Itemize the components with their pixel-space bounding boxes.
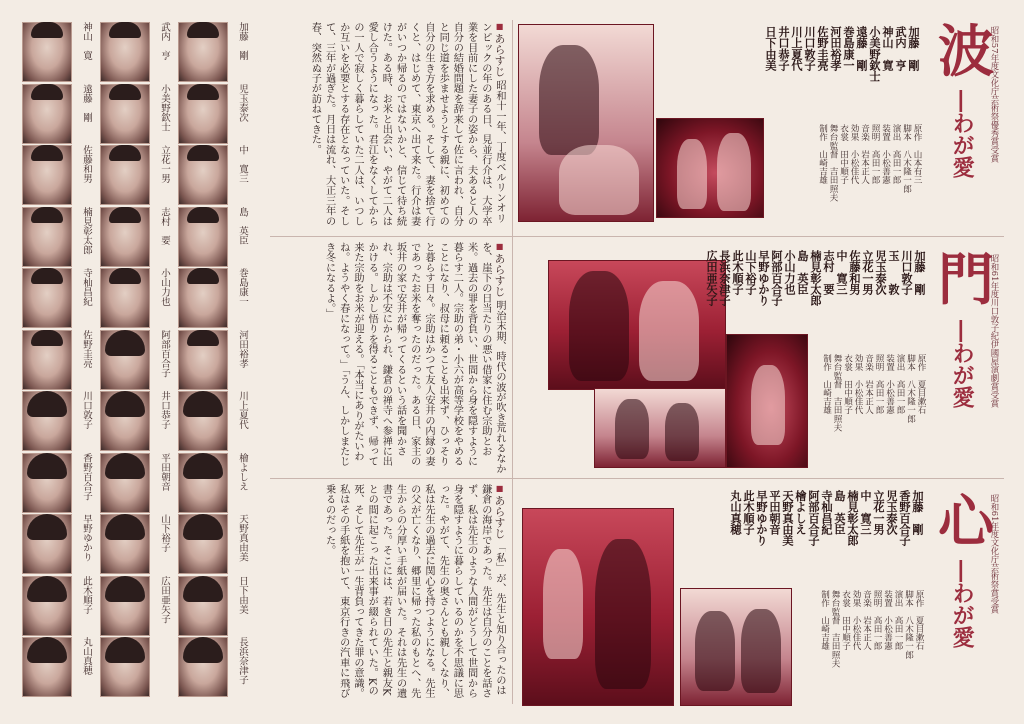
portrait-photo (100, 453, 150, 513)
cast-list-kokoro (729, 490, 925, 586)
cast-portrait (20, 330, 97, 391)
cast-portrait (20, 207, 97, 268)
portrait-name: 檜よしえ (237, 452, 248, 491)
staff-credit: 制作 山崎吉雄 (819, 590, 830, 651)
portrait-name: 寺杣昌紀 (81, 268, 92, 306)
staff-credit: 脚本 八木隆一郎 (901, 124, 912, 193)
staff-list-mon (808, 354, 926, 450)
portrait-photo (178, 453, 228, 513)
cast-portrait (176, 391, 253, 452)
cast-name: 阿部百合子 (770, 250, 784, 306)
cast-portrait (98, 22, 175, 83)
synopsis-text: 「私」が、先生と知り合ったのは鎌倉の海岸であった。先生は自分のことを話さず、私は先生のような人間がどうして世間から身を隠すように暮らしているのかを不思議に思った。やがて、先生の奥さんとも親しくなり、私は先生の過去に関心を持つようになる。先生の父が亡くなり、郷里に帰った私のもとへ、先生からの分厚い手紙が届いた。それは先生の遺書であった。そこには、若き日の先生と親友Kとの間に起こった出来事が綴られていた。Kの死、そして先生が一生背負ってきた罪の意識。私はその手紙を抱いて、東京行きの汽車に飛び乗るのだった。 (323, 484, 505, 699)
staff-credit: 舞台監督 吉田照夫 (828, 124, 838, 202)
portrait-name: 広田亜矢子 (159, 575, 170, 623)
staff-credit: 演出 高田一郎 (891, 124, 901, 185)
cast-portrait (98, 145, 175, 206)
staff-credit: 舞台監督 吉田照夫 (832, 354, 842, 432)
portrait-name: 井口恭子 (159, 391, 170, 429)
cast-name: 寺杣昌紀 (820, 490, 834, 535)
portrait-photo (100, 391, 150, 451)
portrait-photo (22, 514, 72, 574)
stage-photo (726, 334, 808, 468)
portrait-name: 小山力也 (159, 268, 170, 306)
section-divider-1 (512, 236, 1004, 237)
award-nami: 昭和57年度文化庁芸術祭優秀賞受賞 (990, 26, 1000, 163)
portrait-name: 島 英臣 (237, 206, 248, 245)
cast-name: 加藤 剛 (913, 250, 927, 295)
synopsis-divider-1 (270, 236, 512, 237)
cast-list-mon (705, 250, 927, 352)
portrait-photo (22, 22, 72, 82)
staff-credit: 音楽 岩本正人 (861, 590, 872, 651)
portrait-name: 志村 要 (159, 206, 170, 245)
portrait-name: 小美野欽士 (159, 83, 170, 131)
synopsis-block-2 (270, 242, 506, 474)
staff-credit: 制作 山崎吉雄 (817, 124, 828, 185)
synopsis-heading: ■ あらすじ (493, 22, 506, 77)
portrait-name: 中 寛三 (237, 145, 248, 183)
portrait-photo (22, 391, 72, 451)
staff-credit: 音楽 岩本正人 (859, 124, 870, 185)
portrait-name: 楠見彰太郎 (81, 206, 92, 254)
staff-credit: 装置 小松善憲 (882, 590, 893, 651)
cast-name: 広田亜矢子 (705, 250, 719, 306)
cast-name: 加藤 剛 (911, 490, 925, 535)
award-mon: 昭和61年度川口敦子紀伊國屋演劇賞受賞 (990, 254, 1000, 408)
portrait-name: 巻島康一 (237, 268, 248, 306)
portrait-photo (22, 576, 72, 636)
cast-name: 山下裕子 (744, 250, 758, 295)
portrait-name: 天野真由美 (237, 514, 248, 562)
portrait-photo (178, 22, 228, 82)
cast-name: 立花一男 (861, 250, 875, 295)
cast-name: 早野ゆかり (757, 250, 771, 306)
portrait-photo (178, 576, 228, 636)
cast-name: 小美野欽士 (868, 26, 882, 82)
portrait-photo (100, 145, 150, 205)
staff-credit: 演出 高田一郎 (893, 590, 903, 651)
synopsis-heading: ■ あらすじ (493, 484, 506, 539)
portrait-photo (178, 391, 228, 451)
cast-portrait (20, 22, 97, 83)
staff-credit: 装置 小松善憲 (884, 354, 895, 415)
cast-portrait (20, 514, 97, 575)
stage-photo (548, 260, 726, 390)
portrait-photo (100, 207, 150, 267)
portrait-photo (178, 330, 228, 390)
staff-credit: 衣裳 田中順子 (840, 590, 851, 651)
staff-credit: 原作 山本有三 (912, 124, 922, 185)
portrait-photo (22, 453, 72, 513)
cast-portrait (98, 576, 175, 637)
cast-name: 児玉泰次 (885, 490, 899, 535)
portrait-name: 佐藤和男 (81, 145, 92, 183)
portrait-photo (22, 637, 72, 697)
section-divider-2 (512, 478, 1004, 479)
synopsis-block-3 (270, 484, 506, 700)
cast-portrait (176, 330, 253, 391)
center-divider (512, 20, 513, 704)
cast-portrait (98, 453, 175, 514)
cast-portrait (176, 453, 253, 514)
staff-credit: 脚本 八木隆一郎 (903, 590, 914, 659)
cast-name: 川上夏代 (790, 26, 804, 71)
cast-name: 巻島康一 (842, 26, 856, 71)
cast-name: 平田朝音 (768, 490, 782, 535)
staff-credit: 衣裳 田中順子 (838, 124, 849, 185)
cast-name: 檜よしえ (794, 490, 808, 535)
portrait-name: 早野ゆかり (81, 514, 92, 562)
staff-list-nami (798, 124, 922, 220)
cast-name: 井口恭子 (777, 26, 791, 71)
portrait-photo (178, 514, 228, 574)
cast-portrait (98, 268, 175, 329)
cast-portrait (176, 637, 253, 698)
cast-name: 遠藤 剛 (855, 26, 869, 71)
portrait-name: 児玉泰次 (237, 83, 248, 122)
portrait-name: 川上夏代 (237, 391, 248, 429)
cast-name: 香野百合子 (898, 490, 912, 546)
portrait-name: 山下裕子 (159, 514, 170, 552)
portrait-photo (22, 84, 72, 144)
cast-portrait (20, 576, 97, 637)
award-kokoro: 昭和61年度文化庁芸術祭賞受賞 (990, 494, 1000, 614)
cast-portrait (176, 514, 253, 575)
synopsis-text: 昭和十一年、丁度ベルリンオリンピックの年のある日、見並行介は、大学卒業を目前にした妻子の姿から、夫あると人の自分の結婚問題を辞来して佐に言われ、自分と同じ道を歩ませようとする親に、初めての自分の生き方を求める。そして、妻を捨て行くと、はじめて、東京へ出て来た。行介は妻がいつか帰るのではないかと、信じて待ち続けた。ある時、お米と出会い、やがて二人は愛し合うようになった。君江をなくしてからの一人で寂しく暮らしていた二人は、いつしか互いを必要とする存在となっていた。そして、三年が過ぎた。月日は流れ、大正三年の春、突然ぬ子が訪ねてきた。 (309, 22, 505, 226)
cast-portrait (176, 207, 253, 268)
portrait-photo (22, 145, 72, 205)
cast-name: 中 寛三 (835, 250, 849, 295)
portrait-photo (100, 637, 150, 697)
cast-portrait-grid (20, 22, 252, 700)
cast-portrait (176, 22, 253, 83)
staff-credit: 脚本 八木隆一郎 (905, 354, 916, 423)
cast-portrait (176, 84, 253, 145)
cast-portrait (98, 637, 175, 698)
cast-portrait (98, 84, 175, 145)
staff-credit: 照明 高田一郎 (872, 590, 882, 651)
cast-name: 中 寛三 (859, 490, 873, 535)
cast-name: 立花一男 (872, 490, 886, 535)
stage-photo (518, 24, 654, 222)
portrait-name: 日下由美 (237, 575, 248, 614)
cast-name: 此木順子 (742, 490, 756, 535)
portrait-photo (22, 268, 72, 328)
title-nami: 波 (938, 19, 994, 85)
cast-name: 此木順子 (731, 250, 745, 295)
cast-name: 日下由美 (764, 26, 778, 71)
stage-photo (680, 588, 792, 706)
cast-portrait (20, 453, 97, 514)
portrait-name: 香野百合子 (81, 452, 92, 500)
portrait-photo (100, 330, 150, 390)
staff-credit: 舞台監督 吉田照夫 (830, 590, 840, 668)
synopsis-block-1 (270, 22, 506, 232)
portrait-photo (100, 576, 150, 636)
cast-name: 児玉泰次 (874, 250, 888, 295)
portrait-name: 此木順子 (81, 575, 92, 614)
title-mon: 門 (938, 247, 994, 313)
staff-credit: 衣裳 田中順子 (842, 354, 853, 415)
cast-name: 志村 要 (822, 250, 836, 295)
cast-name: 小山力也 (783, 250, 797, 295)
cast-name: 玉 敦 (887, 250, 901, 295)
cast-portrait (20, 268, 97, 329)
cast-portrait (20, 637, 97, 698)
portrait-name: 平田朝音 (159, 452, 170, 491)
synopsis-heading: ■ あらすじ (493, 242, 506, 297)
portrait-photo (178, 145, 228, 205)
staff-credit: 効果 小松佳代 (849, 124, 859, 185)
cast-name: 丸山真穂 (729, 490, 743, 535)
staff-credit: 効果 小松佳代 (851, 590, 861, 651)
stage-photo (522, 508, 674, 706)
cast-name: 加藤 剛 (907, 26, 921, 71)
portrait-name: 武内 亨 (159, 22, 170, 60)
cast-name: 島 英臣 (796, 250, 810, 295)
subtitle-kokoro: ―わが愛 (949, 560, 976, 648)
title-kokoro: 心 (938, 489, 994, 555)
subtitle-mon: ―わが愛 (949, 320, 976, 408)
portrait-photo (22, 330, 72, 390)
portrait-photo (178, 207, 228, 267)
cast-portrait (98, 514, 175, 575)
portrait-photo (178, 637, 228, 697)
cast-name: 佐野圭亮 (816, 26, 830, 71)
staff-credit: 装置 小松善憲 (880, 124, 891, 185)
cast-portrait (176, 268, 253, 329)
staff-credit: 照明 高田一郎 (870, 124, 880, 185)
portrait-photo (178, 84, 228, 144)
cast-name: 川口敦子 (900, 250, 914, 295)
cast-name: 武内 亨 (894, 26, 908, 71)
cast-portrait (98, 207, 175, 268)
cast-portrait (98, 330, 175, 391)
portrait-name: 神山 寛 (81, 22, 92, 60)
portrait-name: 佐野圭亮 (81, 329, 92, 368)
cast-name: 佐藤和男 (848, 250, 862, 295)
cast-name: 天野真由美 (781, 490, 795, 546)
cast-name: 神山 寛 (881, 26, 895, 71)
portrait-name: 長浜奈津子 (237, 637, 248, 685)
staff-credit: 演出 高田一郎 (895, 354, 905, 415)
stage-photo (594, 388, 726, 468)
stage-photo (656, 118, 764, 218)
cast-name: 河田裕孝 (829, 26, 843, 71)
portrait-photo (100, 514, 150, 574)
staff-credit: 原作 夏目漱石 (914, 590, 924, 651)
synopsis-text: 明治末期、時代の波が吹き荒れるなかを、崖下の日当たりの悪い借家に住む宗助とお米。過去の罪を背負い、世間から身を隠すように暮らす二人。宗助の弟・小六が高等学校をやめることになり、叔母に頼ることも出来ず、ひっそりと暮らす日々。宗助はかつて友人安井の内縁の妻であったお米を奪ったのだった。ある日、家主の坂井の家で安井が帰ってくるという話を聞かされ、宗助は不安にかられ、鎌倉の禅寺へ参禅に出かける。しかし悟りを得ることもできず、帰って来た宗助をお米が迎える。「本当にありがたいわね。ようやく春になって。」「うん、しかしまたじき冬になるよ。」 (323, 242, 505, 474)
cast-portrait (176, 576, 253, 637)
portrait-name: 丸山真穂 (81, 637, 92, 675)
cast-list-nami (764, 26, 921, 126)
staff-credit: 原作 夏目漱石 (916, 354, 926, 415)
synopsis-divider-2 (270, 478, 512, 479)
cast-name: 川口敦子 (803, 26, 817, 71)
cast-name: 楠見彰太郎 (846, 490, 860, 546)
cast-portrait (176, 145, 253, 206)
cast-name: 長浜奈津子 (718, 250, 732, 306)
cast-name: 島 英臣 (833, 490, 847, 535)
portrait-photo (100, 84, 150, 144)
staff-credit: 効果 小松佳代 (853, 354, 863, 415)
cast-name: 阿部百合子 (807, 490, 821, 546)
portrait-photo (100, 22, 150, 82)
cast-name: 早野ゆかり (755, 490, 769, 546)
cast-portrait (20, 84, 97, 145)
staff-credit: 制作 山崎吉雄 (821, 354, 832, 415)
cast-portrait (98, 391, 175, 452)
staff-list-kokoro (800, 590, 924, 690)
portrait-photo (100, 268, 150, 328)
portrait-name: 立花一男 (159, 145, 170, 183)
portrait-photo (178, 268, 228, 328)
staff-credit: 音楽 岩本正人 (863, 354, 874, 415)
portrait-name: 遠藤 剛 (81, 83, 92, 122)
cast-portrait (20, 145, 97, 206)
portrait-photo (22, 207, 72, 267)
portrait-name: 阿部百合子 (159, 329, 170, 377)
portrait-name: 川口敦子 (81, 391, 92, 429)
portrait-name: 加藤 剛 (237, 22, 248, 60)
staff-credit: 照明 高田一郎 (874, 354, 884, 415)
portrait-name: 河田裕孝 (237, 329, 248, 368)
subtitle-nami: ―わが愛 (949, 90, 976, 178)
cast-name: 楠見彰太郎 (809, 250, 823, 306)
cast-portrait (20, 391, 97, 452)
